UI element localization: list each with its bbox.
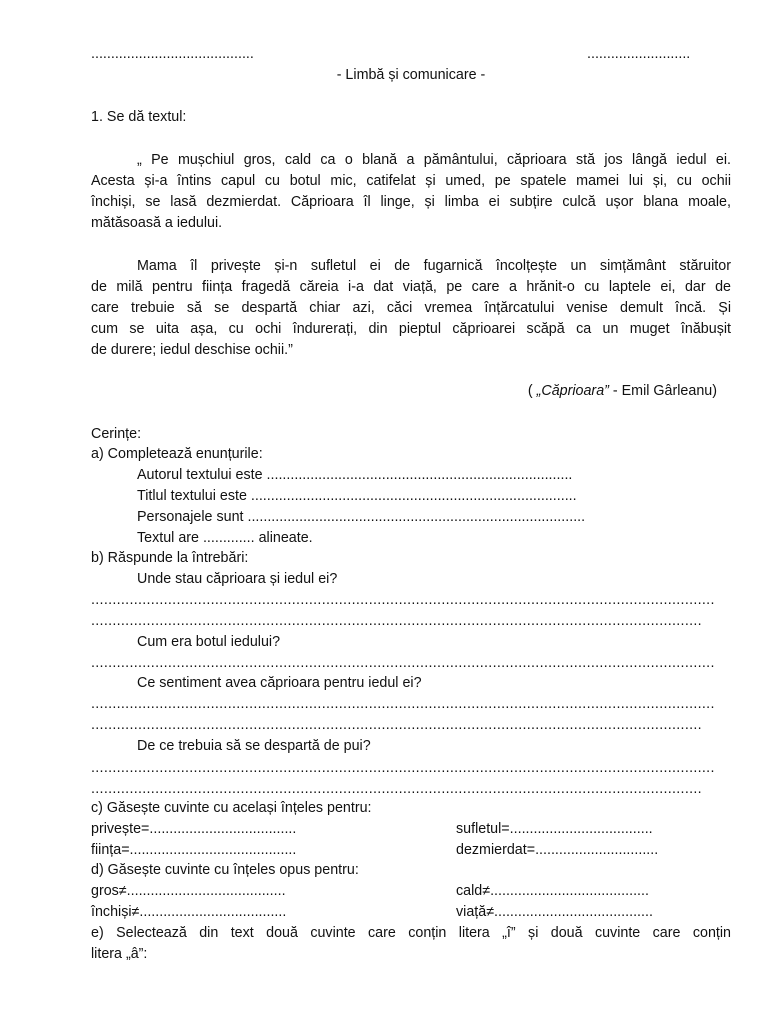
- passage-p2-line3: care trebuie să se despartă chiar azi, căci vremea înțărcatului venise demult încă. Și: [91, 300, 731, 316]
- answer-line[interactable]: ...............................................................................................................................................: [91, 717, 702, 733]
- task-a-label: a) Completează enunțurile:: [91, 446, 263, 462]
- source-title: „Căprioara”: [536, 383, 609, 399]
- passage-p1-line1: „ Pe mușchiul gros, cald ca o blană a pământului, căprioara stă jos lângă iedul ei.: [137, 152, 731, 168]
- question-2: Cum era botul iedului?: [137, 634, 281, 650]
- exercise-number: 1.: [91, 109, 103, 125]
- passage-p1-line2: Acesta și-a întins capul cu botul mic, catifelat și umed, pe spatele mamei lui și, cu ochii: [91, 173, 731, 189]
- synonym-dezmierdat[interactable]: dezmierdat=...............................: [456, 842, 659, 858]
- source-author: - Emil Gârleanu): [612, 383, 717, 399]
- passage-source: [91, 383, 717, 400]
- subject-title: - Limbă și comunicare -: [336, 67, 486, 83]
- date-blank: ..........................: [587, 46, 691, 62]
- task-a-author[interactable]: Autorul textului este .............................................................................: [137, 467, 573, 483]
- task-d-label: d) Găsește cuvinte cu înțeles opus pentru:: [91, 862, 359, 878]
- name-blank: .........................................: [91, 46, 254, 62]
- antonym-cald[interactable]: cald≠........................................: [456, 883, 649, 899]
- answer-line[interactable]: ...............................................................................................................................................: [91, 781, 702, 797]
- synonym-priveste[interactable]: privește=.....................................: [91, 821, 297, 837]
- passage-p2-line5: de durere; iedul deschise ochii.”: [91, 342, 293, 358]
- source-open-paren: (: [527, 383, 533, 399]
- task-a-characters[interactable]: Personajele sunt .....................................................................................: [137, 509, 586, 525]
- exercise-intro: Se dă textul:: [106, 109, 187, 125]
- exercise-heading: [91, 109, 731, 126]
- task-c-label: c) Găsește cuvinte cu același înțeles pentru:: [91, 800, 372, 816]
- task-e-line1: e) Selectează din text două cuvinte care conțin litera „î” și două cuvinte care conțin: [91, 925, 731, 941]
- task-e-line2: litera „â”:: [91, 946, 148, 962]
- tasks-heading: Cerințe:: [91, 426, 142, 442]
- task-b-label: b) Răspunde la întrebări:: [91, 550, 249, 566]
- question-4: De ce trebuia să se despartă de pui?: [137, 738, 371, 754]
- question-1: Unde stau căprioara și iedul ei?: [137, 571, 338, 587]
- answer-line[interactable]: ..................................................................................................................................................: [91, 760, 715, 776]
- passage-p2-line2: de milă pentru ființa fragedă căreia i-a dat viață, pe care a hrănit-o cu laptele ei, dar de: [91, 279, 731, 295]
- antonym-inchisi[interactable]: închiși≠.....................................: [91, 904, 287, 920]
- antonym-gros[interactable]: gros≠........................................: [91, 883, 286, 899]
- task-a-title[interactable]: Titlul textului este ..................................................................................: [137, 488, 577, 504]
- question-3: Ce sentiment avea căprioara pentru iedul ei?: [137, 675, 422, 691]
- passage-p2-line4: cum se uita așa, cu ochi îndurerați, din pieptul căprioarei scăpă ca un muget înăbușit: [91, 321, 731, 337]
- passage-p1-line4: mătăsoasă a iedului.: [91, 215, 223, 231]
- answer-line[interactable]: ...............................................................................................................................................: [91, 613, 702, 629]
- passage-p1-line3: închiși, se lasă dezmierdat. Căprioara îl linge, și limba ei subțire culcă ușor blana moale,: [91, 194, 731, 210]
- synonym-sufletul[interactable]: sufletul=....................................: [456, 821, 653, 837]
- synonym-fiinta[interactable]: ființa=..........................................: [91, 842, 297, 858]
- task-a-paragraphs[interactable]: Textul are ............. alineate.: [137, 530, 313, 546]
- antonym-viata[interactable]: viață≠........................................: [456, 904, 653, 920]
- answer-line[interactable]: ..................................................................................................................................................: [91, 655, 715, 671]
- answer-line[interactable]: ..................................................................................................................................................: [91, 592, 715, 608]
- passage-p2-line1: Mama îl privește și-n sufletul ei de fugarnică încolțește un simțământ stăruitor: [137, 258, 731, 274]
- answer-line[interactable]: ..................................................................................................................................................: [91, 696, 715, 712]
